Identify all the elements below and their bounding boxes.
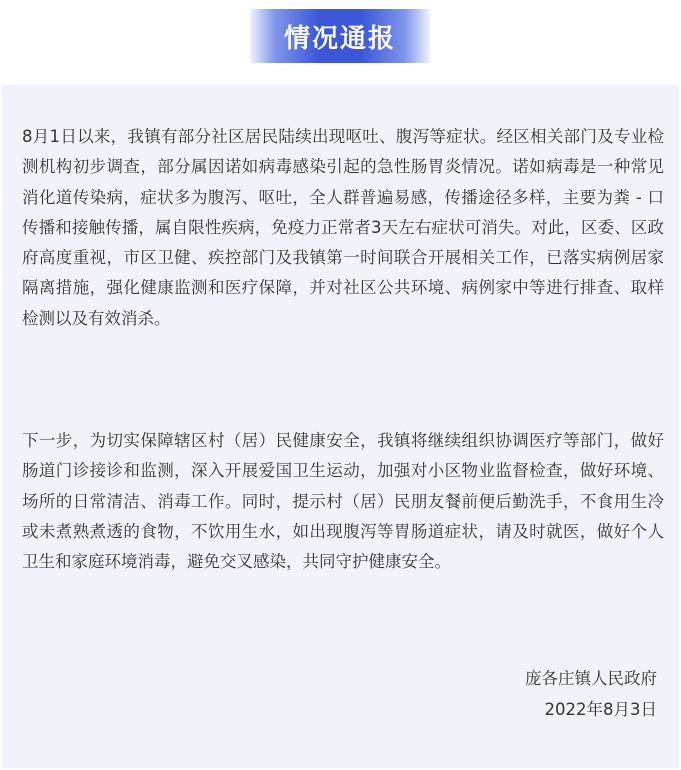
- issuing-organization: 庞各庄镇人民政府: [525, 669, 657, 688]
- notice-content-panel: [2, 85, 679, 768]
- issue-date: 2022年8月3日: [544, 700, 657, 719]
- notice-paragraph-situation: 8月1日以来，我镇有部分社区居民陆续出现呕吐、腹泻等症状。经区相关部门及专业检测机构初步调查，部分属因诺如病毒感染引起的急性肠胃炎情况。诺如病毒是一种常见消化道传染病，症状多为腹泻、呕吐，全人群普遍易感，传播途径多样，主要为粪 - 口传播和接触传播，属自限性疾病，免疫力正常者3天左右症状可消失。对此，区委、区政府高度重视，市区卫健、疾控部门及我镇第一时间联合开展相关工作，已落实病例居家隔离措施，强化健康监测和医疗保障，并对社区公共环境、病例家中等进行排查、取样检测以及有效消杀。: [22, 127, 664, 328]
- page-title: 情况通报: [283, 23, 396, 54]
- notice-paragraph-next-steps: 下一步，为切实保障辖区村（居）民健康安全，我镇将继续组织协调医疗等部门，做好肠道门诊接诊和监测，深入开展爱国卫生运动，加强对小区物业监督检查，做好环境、场所的日常清洁、消毒工作。同时，提示村（居）民朋友餐前便后勤洗手，不食用生冷或未煮熟煮透的食物，不饮用生水，如出现腹泻等胃肠道症状，请及时就医，做好个人卫生和家庭环境消毒，避免交叉感染，共同守护健康安全。: [22, 431, 664, 572]
- title-banner: [250, 9, 430, 63]
